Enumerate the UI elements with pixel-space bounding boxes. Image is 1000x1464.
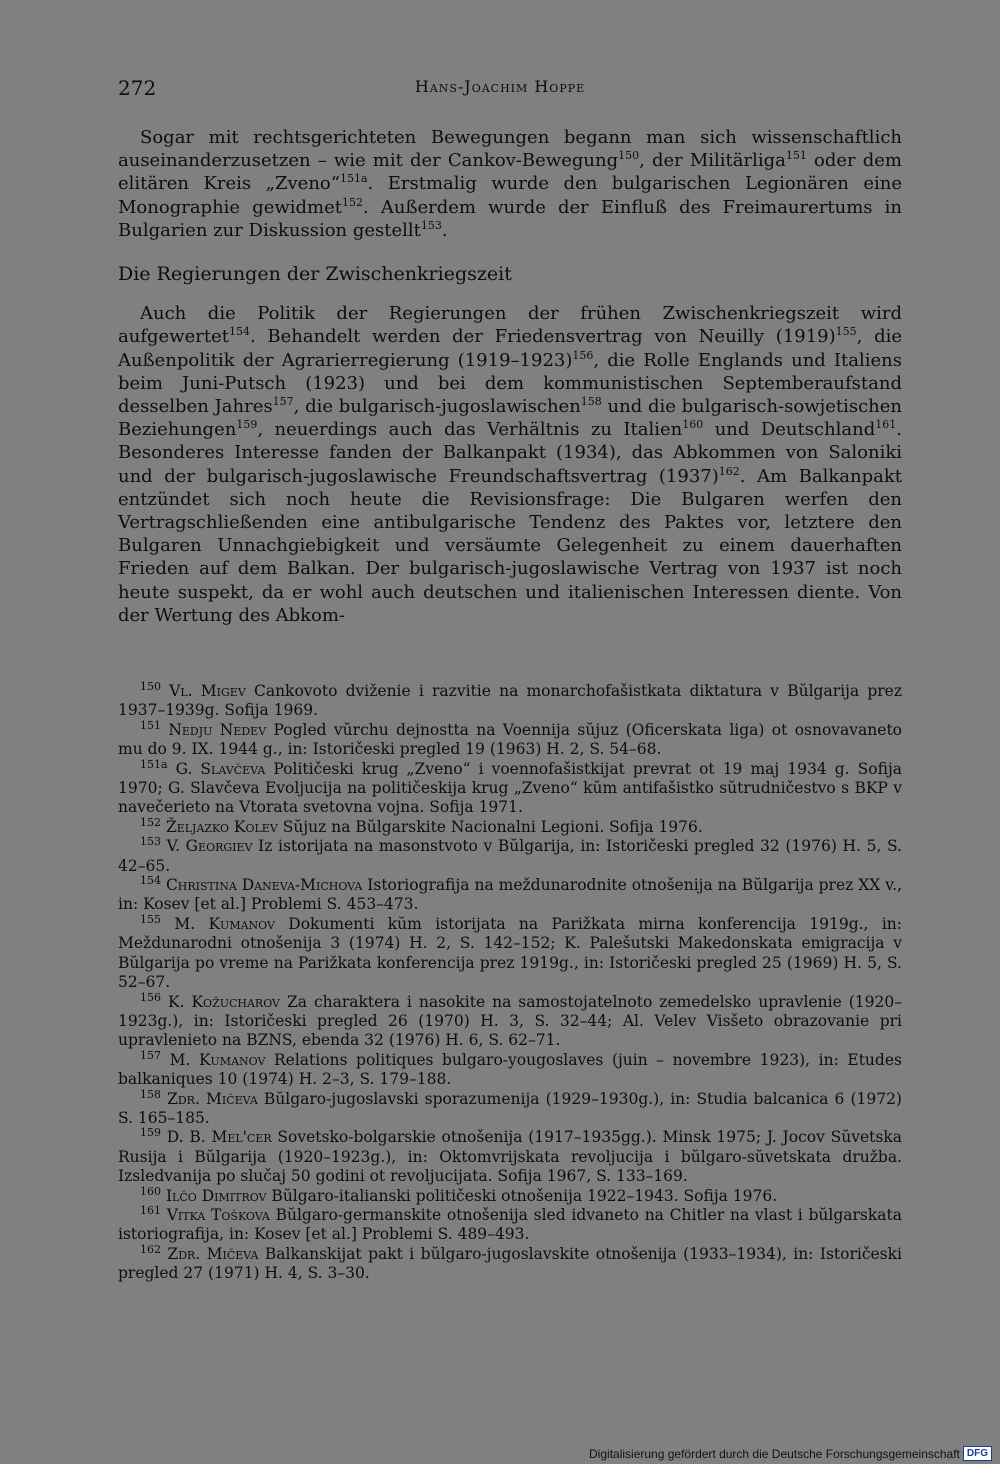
footnote: $^{155}$ M. Kumanov Dokumenti kŭm istorijata na Parižkata mirna konferencija 1919g., in: Meždunarodni otnošenija 3 (1974) H. 2, S. 142–152; K. Palešutski Makedonskata emigracija v Bŭlgarija po vreme na Parižkata konferencija prez 1919g., in: Istoričeski pregled 25 (1969) H. 5, S. 52–67. bbox=[118, 912, 902, 992]
footnotes bbox=[118, 679, 903, 1284]
footnote: $^{150}$ Vl. Migev Cankovoto dviženie i razvitie na monarchofašistkata diktatura v Bŭlgarija prez 1937–1939g. Sofija 1969. bbox=[118, 679, 902, 720]
footnote: $^{151a}$ G. Slavčeva Političeski krug „Zveno“ i voennofašistkijat prevrat ot 19 maj 1934 g. Sofija 1970; G. Slavčeva Evoljucija na političeskija krug „Zveno“ kŭm antifašistko sŭtrudničestvo s BKP v navečerieto na Vtorata svetovna vojna. Sofija 1971. bbox=[118, 757, 902, 817]
footnote: $^{160}$ Ilčo Dimitrov Bŭlgaro-italianski političeski otnošenija 1922–1943. Sofija 1976. bbox=[140, 1184, 778, 1205]
dfg-logo-icon: DFG bbox=[963, 1446, 992, 1461]
footnote: $^{154}$ Christina Daneva-Michova Istoriografija na meždunarodnite otnošenija na Bŭlgarija prez XX v., in: Kosev [et al.] Problemi S. 453–473. bbox=[118, 873, 902, 914]
digitization-note: Digitalisierung gefördert durch die Deutsche Forschungsgemeinschaft bbox=[589, 1446, 960, 1461]
footnote: $^{152}$ Željazko Kolev Sŭjuz na Bŭlgarskite Nacionalni Legioni. Sofija 1976. bbox=[140, 815, 703, 836]
footnote: $^{161}$ Vitka Toškova Bŭlgaro-germanskite otnošenija sled idvaneto na Chitler na vlast i bŭlgarskata istoriografija, in: Kosev [et al.] Problemi S. 489–493. bbox=[118, 1203, 902, 1244]
main-text bbox=[118, 126, 902, 627]
footnote: $^{162}$ Zdr. Mičeva Balkanskijat pakt i bŭlgaro-jugoslavskite otnošenija (1933–1934), in: Istoričeski pregled 27 (1971) H. 4, S. 3–30. bbox=[118, 1242, 902, 1283]
paragraph: Sogar mit rechtsgerichteten Bewegungen begann man sich wissenschaftlich auseinanderzusetzen – wie mit der Cankov-Bewegung$^{150}$, der Militärliga$^{151}$ oder dem elitären Kreis „Zveno“$^{151a}$. Erstmalig wurde den bulgarischen Legionären eine Monographie gewidmet$^{152}$. Außerdem wurde der Einfluß des Freimaurertums in Bulgarien zur Diskussion gestellt$^{153}$. bbox=[118, 127, 902, 241]
section-heading: Die Regierungen der Zwischenkriegszeit bbox=[118, 263, 512, 286]
running-head: Hans-Joachim Hoppe bbox=[414, 77, 586, 96]
footnote: $^{159}$ D. B. Mel'cer Sovetsko-bolgarskie otnošenija (1917–1935gg.). Minsk 1975; J. Jocov Sŭvetska Rusija i Bŭlgarija (1920–1923g.), in: Oktomvrijskata revoljucija i bŭlgaro-sŭvetskata družba. Izsledvanija po slučaj 50 godini ot revoljucijata. Sofija 1967, S. 133–169. bbox=[118, 1126, 902, 1186]
digitization-footer bbox=[589, 1446, 992, 1461]
footnote: $^{153}$ V. Georgiev Iz istorijata na masonstvoto v Bŭlgarija, in: Istoričeski pregled 32 (1976) H. 5, S. 42–65. bbox=[118, 835, 902, 875]
footnote: $^{151}$ Nedju Nedev Pogled vŭrchu dejnostta na Voennija sŭjuz (Oficerskata liga) ot osnovavaneto mu do 9. IX. 1944 g., in: Istoričeski pregled 19 (1963) H. 2, S. 54–68. bbox=[118, 718, 903, 759]
footnote: $^{156}$ K. Kožucharov Za charaktera i nasokite na samostojatelnoto zemedelsko upravlenie (1920–1923g.), in: Istoričeski pregled 26 (1970) H. 3, S. 32–44; Al. Velev Visšeto obrazovanie pri upravlenieto na BZNS, ebenda 32 (1976) H. 6, S. 62–71. bbox=[118, 990, 902, 1050]
footnote: $^{158}$ Zdr. Mičeva Bŭlgaro-jugoslavski sporazumenija (1929–1930g.), in: Studia balcanica 6 (1972) S. 165–185. bbox=[118, 1087, 902, 1127]
page-number: 272 bbox=[118, 76, 157, 100]
paragraph: Auch die Politik der Regierungen der frühen Zwischenkriegszeit wird aufgewertet$^{154}$. Behandelt werden der Friedensvertrag von Neuilly $(1919)^{155}$, die Außenpolitik der Agrarierregierung (1919–1923)$^{156}$, die Rolle Englands und Italiens beim Juni-Putsch (1923) und bei dem kommunistischen Septemberaufstand desselben Jahres$^{157}$, die bulgarisch-jugoslawischen$^{158}$ und die bulgarisch-sowjetischen Beziehungen$^{159}$, neuerdings auch das Verhältnis zu Italien$^{160}$ und Deutschland$^{161}$. Besonderes Interesse fanden der Balkanpakt (1934), das Abkommen von Saloniki und der bulgarisch-jugoslawische Freundschaftsvertrag $(1937)^{162}$. Am Balkanpakt entzündet sich noch heute die Revisionsfrage: Die Bulgaren werfen den Vertragschließenden eine antibulgarische Tendenz des Paktes vor, letztere den Bulgaren Unnachgiebigkeit und versäumte Gelegenheit zu einem dauerhaften Frieden auf dem Balkan. Der bulgarisch-jugoslawische Vertrag von 1937 ist noch heute suspekt, da er wohl auch deutschen und italienischen Interessen diente. Von der Wertung des Abkom- bbox=[118, 303, 903, 626]
footnote: $^{157}$ M. Kumanov Relations politiques bulgaro-yougoslaves (juin – novembre 1923), in: Etudes balkaniques 10 (1974) H. 2–3, S. 179–188. bbox=[118, 1048, 902, 1089]
